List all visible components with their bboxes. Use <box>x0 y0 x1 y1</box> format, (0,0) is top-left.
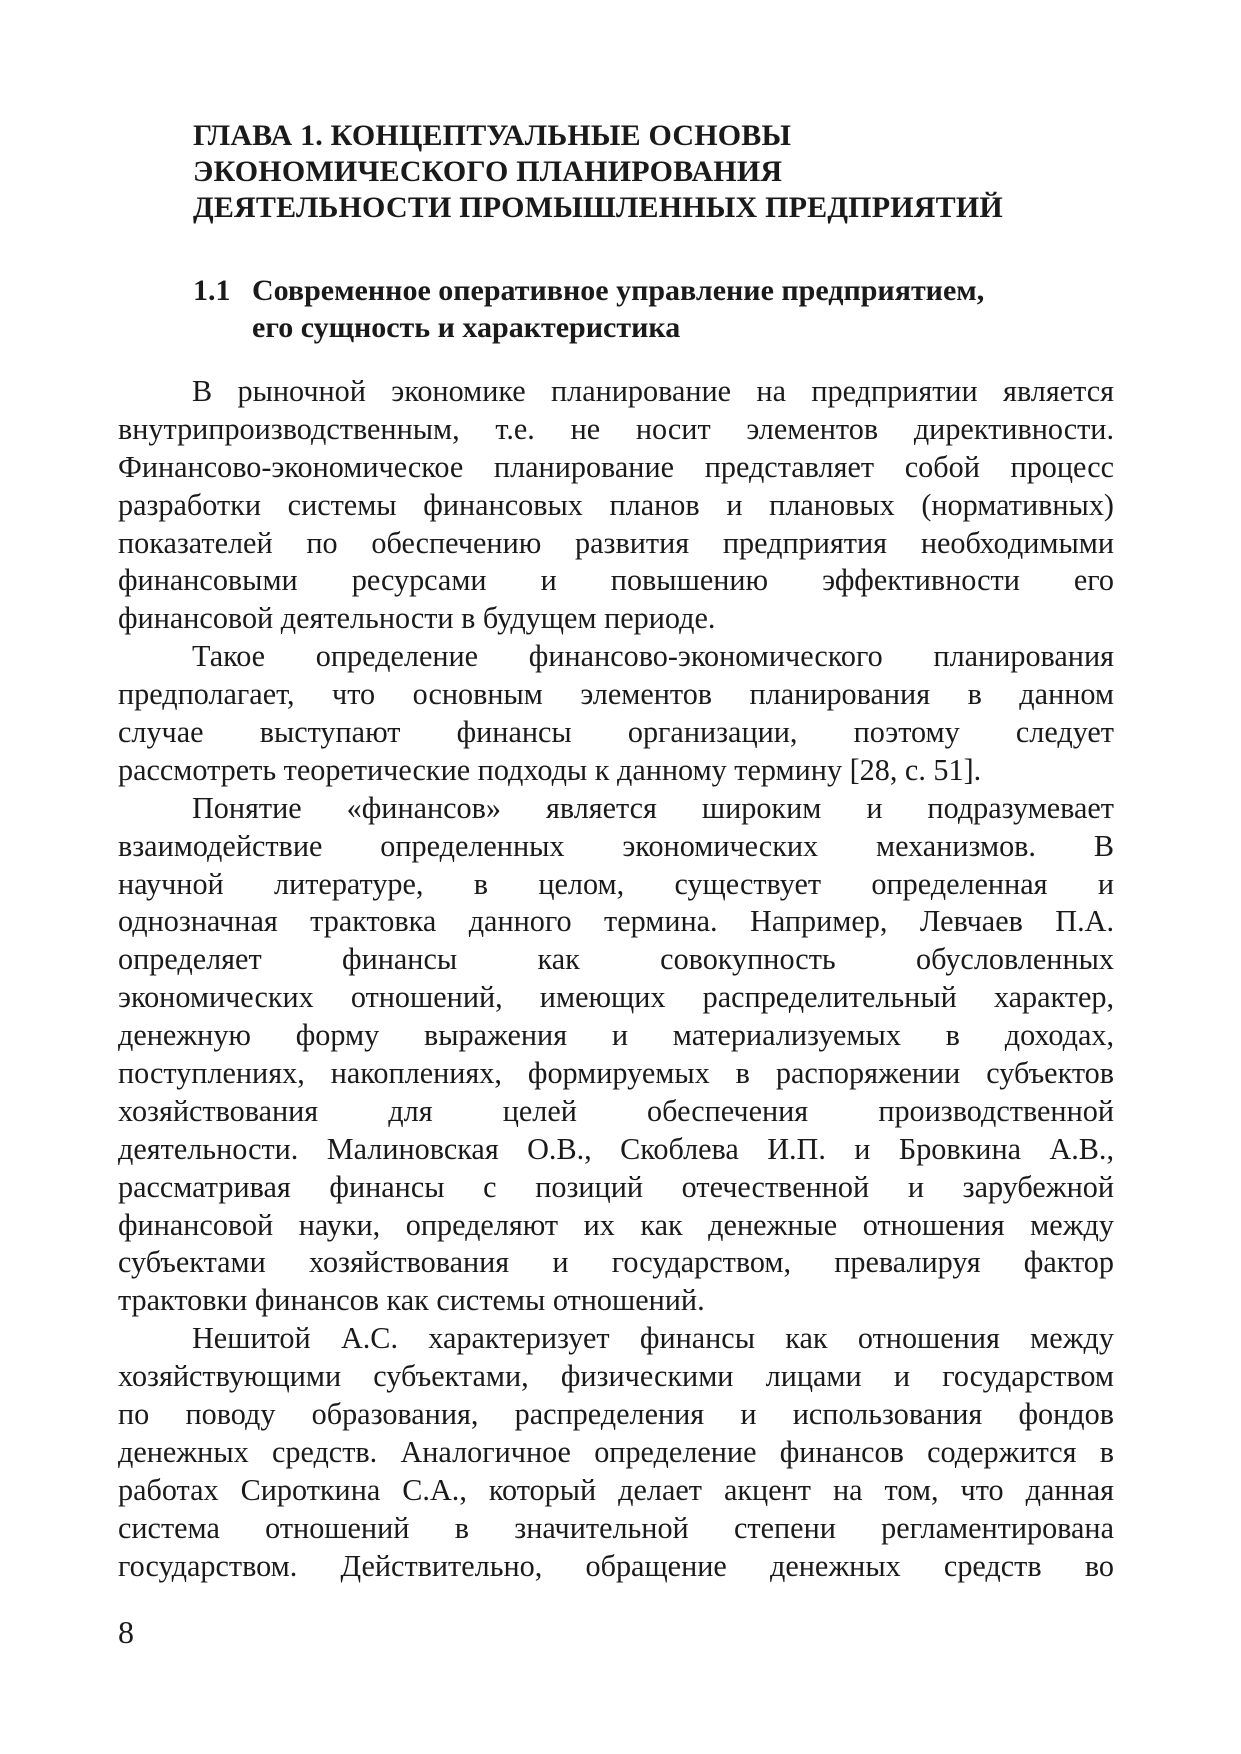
paragraph-line: экономических отношений, имеющих распределительный характер, <box>118 980 1114 1015</box>
paragraph-line: субъектами хозяйствования и государством, превалируя фактор <box>118 1245 1114 1280</box>
paragraph-line: Понятие «финансов» является широким и подразумевает <box>192 790 1114 825</box>
paragraph-line: по поводу образования, распределения и использования фондов <box>118 1397 1114 1432</box>
paragraph <box>118 373 1114 638</box>
paragraph-line: показателей по обеспечению развития предприятия необходимыми <box>118 525 1114 560</box>
chapter-title <box>193 118 1113 226</box>
section-title <box>193 272 1093 346</box>
chapter-title-line: ДЕЯТЕЛЬНОСТИ ПРОМЫШЛЕННЫХ ПРЕДПРИЯТИЙ <box>193 191 1003 224</box>
chapter-title-line: ЭКОНОМИЧЕСКОГО ПЛАНИРОВАНИЯ <box>193 155 783 188</box>
paragraph-line: поступлениях, накоплениях, формируемых в распоряжении субъектов <box>118 1056 1114 1091</box>
section-title-text <box>252 272 1093 346</box>
chapter-title-line: ГЛАВА 1. КОНЦЕПТУАЛЬНЫЕ ОСНОВЫ <box>193 119 792 152</box>
paragraph <box>118 790 1114 1320</box>
paragraph-line: денежных средств. Аналогичное определение финансов содержится в <box>118 1434 1114 1469</box>
section-title-line: Современное оперативное управление предприятием, <box>252 274 985 307</box>
section-number: 1.1 <box>193 274 231 307</box>
paragraph-line: рассмотреть теоретические подходы к данному термину [28, с. 51]. <box>118 752 982 787</box>
paragraph-line: взаимодействие определенных экономических механизмов. В <box>118 828 1114 863</box>
page-number: 8 <box>118 1614 134 1650</box>
paragraph-line: деятельности. Малиновская О.В., Скоблева И.П. и Бровкина А.В., <box>118 1131 1114 1166</box>
paragraph-line: трактовки финансов как системы отношений. <box>118 1283 705 1318</box>
paragraph-line: финансовой науки, определяют их как денежные отношения между <box>118 1207 1114 1242</box>
paragraph <box>118 638 1114 790</box>
paragraph-line: финансовой деятельности в будущем периоде. <box>118 601 716 636</box>
paragraph <box>118 1320 1114 1585</box>
paragraph-line: Финансово-экономическое планирование представляет собой процесс <box>118 449 1114 484</box>
paragraph-line: однозначная трактовка данного термина. Например, Левчаев П.А. <box>118 904 1114 939</box>
paragraph-line: хозяйствующими субъектами, физическими лицами и государством <box>118 1359 1114 1394</box>
body-text <box>118 373 1114 1586</box>
paragraph-line: Нешитой А.С. характеризует финансы как отношения между <box>192 1321 1114 1356</box>
paragraph-line: рассматривая финансы с позиций отечественной и зарубежной <box>118 1169 1114 1204</box>
paragraph-line: определяет финансы как совокупность обусловленных <box>118 942 1114 977</box>
paragraph-line: государством. Действительно, обращение денежных средств во <box>118 1548 1114 1583</box>
paragraph-line: система отношений в значительной степени регламентирована <box>118 1510 1114 1545</box>
section-title-line: его сущность и характеристика <box>252 311 681 344</box>
paragraph-line: Такое определение финансово-экономического планирования <box>192 639 1114 674</box>
paragraph-line: разработки системы финансовых планов и плановых (нормативных) <box>118 487 1114 522</box>
paragraph-line: работах Сироткина С.А., который делает акцент на том, что данная <box>118 1472 1114 1507</box>
paragraph-line: денежную форму выражения и материализуемых в доходах, <box>118 1018 1114 1053</box>
paragraph-line: финансовыми ресурсами и повышению эффективности его <box>118 563 1114 598</box>
paragraph-line: хозяйствования для целей обеспечения производственной <box>118 1093 1114 1128</box>
paragraph-line: предполагает, что основным элементов планирования в данном <box>118 677 1114 712</box>
paragraph-line: В рыночной экономике планирование на предприятии является <box>192 374 1114 408</box>
paragraph-line: случае выступают финансы организации, поэтому следует <box>118 715 1114 750</box>
paragraph-line: внутрипроизводственным, т.е. не носит элементов директивности. <box>118 411 1114 446</box>
paragraph-line: научной литературе, в целом, существует определенная и <box>118 866 1114 901</box>
